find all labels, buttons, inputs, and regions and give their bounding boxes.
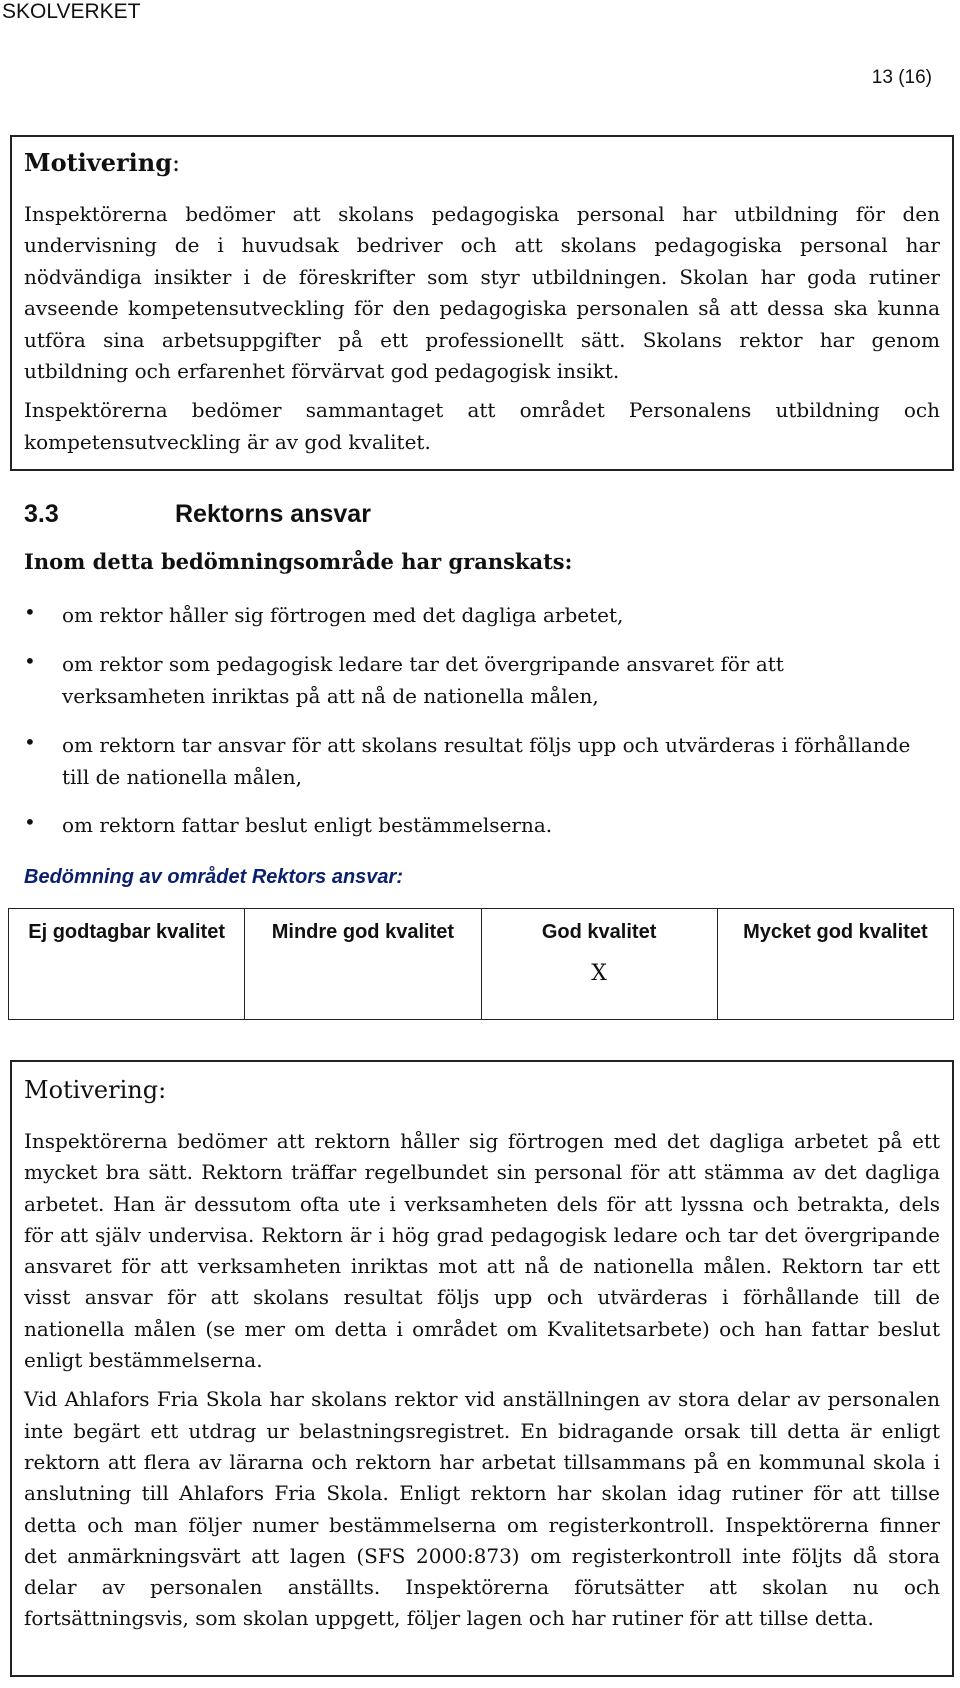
assessment-table [8, 908, 954, 1020]
motivation-heading-label: Motivering [24, 148, 172, 177]
level-label: God kvalitet [541, 921, 657, 943]
motivation-heading-colon: : [171, 149, 181, 177]
motivation-paragraph: Inspektörerna bedömer sammantaget att området Personalens utbildning och kompetensutveckling är av god kvalitet. [24, 398, 940, 454]
motivation-paragraph: Vid Ahlafors Fria Skola har skolans rektor vid anställningen av stora delar av personalen inte begärt ett utdrag ur belastningsregistret. En bidragande orsak till detta är enligt rektorn att flera av lärarna och rektorn har arbetat tillsammans på en kommunal skola i anslutning till Ahlafors Fria Skola. Enligt rektorn har skolan idag rutiner för att tillse detta och man följer numer bestämmelserna om registerkontroll. Inspektörerna finner det anmärkningsvärt att lagen (SFS 2000:873) om registerkontroll inte följts då stora delar av personalen anställts. Inspektörerna förutsätter att skolan nu och fortsättningsvis, som skolan uppgett, följer lagen och har rutiner för att tillse detta. [24, 1387, 940, 1631]
assessment-title: Bedömning av området Rektors ansvar: [24, 866, 403, 888]
criteria-item: om rektorn fattar beslut enligt bestämmelserna. [62, 813, 553, 837]
criteria-item: om rektorn tar ansvar för att skolans resultat följs upp och utvärderas i förhållande till de nationella målen, [62, 733, 911, 789]
motivation-box-2 [10, 1060, 954, 1677]
bullet-icon: • [24, 600, 36, 624]
motivation-heading [24, 149, 940, 177]
level-label: Ej godtagbar kvalitet [28, 921, 225, 943]
motivation-box-1 [10, 135, 954, 471]
section-subheading: Inom detta bedömningsområde har granskats: [24, 549, 573, 574]
section-number: 3.3 [24, 500, 59, 528]
motivation-heading-label: Motivering [24, 1076, 159, 1104]
motivation-heading-colon: : [158, 1076, 167, 1104]
selected-mark: X [591, 961, 607, 986]
criteria-item: om rektor håller sig förtrogen med det dagliga arbetet, [62, 603, 624, 627]
level-label: Mycket god kvalitet [743, 921, 928, 943]
bullet-icon: • [24, 810, 36, 834]
page-number: 13 (16) [871, 67, 932, 88]
motivation-paragraph: Inspektörerna bedömer att rektorn håller sig förtrogen med det dagliga arbetet på ett mycket bra sätt. Rektorn träffar regelbundet sin personal för att stämma av det dagliga arbetet. Han är dessutom ofta ute i verksamheten dels för att lyssna och betrakta, dels för att själv undervisa. Rektorn är i hög grad pedagogisk ledare och tar det övergripande ansvaret för att verksamheten inriktas mot att nå de nationella målen. Rektorn tar ett visst ansvar för att skolans resultat följs upp och utvärderas i förhållande till de nationella målen (se mer om detta i området om Kvalitetsarbete) och han fattar beslut enligt bestämmelserna. [24, 1129, 940, 1373]
motivation-paragraph: Inspektörerna bedömer att skolans pedagogiska personal har utbildning för den undervisning de i huvudsak bedriver och att skolans pedagogiska personal har nödvändiga insikter i de föreskrifter som styr utbildningen. Skolan har goda rutiner avseende kompetensutveckling för den pedagogiska personalen så att dessa ska kunna utföra sina arbetsuppgifter på ett professionellt sätt. Skolans rektor har genom utbildning och erfarenhet förvärvat god pedagogisk insikt. [24, 202, 940, 384]
level-label: Mindre god kvalitet [271, 921, 454, 943]
bullet-icon: • [24, 649, 36, 673]
assessment-row [9, 909, 954, 1020]
agency-name: SKOLVERKET [2, 0, 141, 23]
motivation-heading [24, 1076, 940, 1104]
section-title: Rektorns ansvar [175, 500, 371, 528]
criteria-item: om rektor som pedagogisk ledare tar det övergripande ansvaret för att verksamheten inriktas på att nå de nationella målen, [62, 652, 784, 708]
bullet-icon: • [24, 730, 36, 754]
level-god [481, 909, 717, 1020]
level-ej-godtagbar [9, 909, 245, 1020]
level-mindre-god [245, 909, 481, 1020]
level-mycket-god [717, 909, 953, 1020]
